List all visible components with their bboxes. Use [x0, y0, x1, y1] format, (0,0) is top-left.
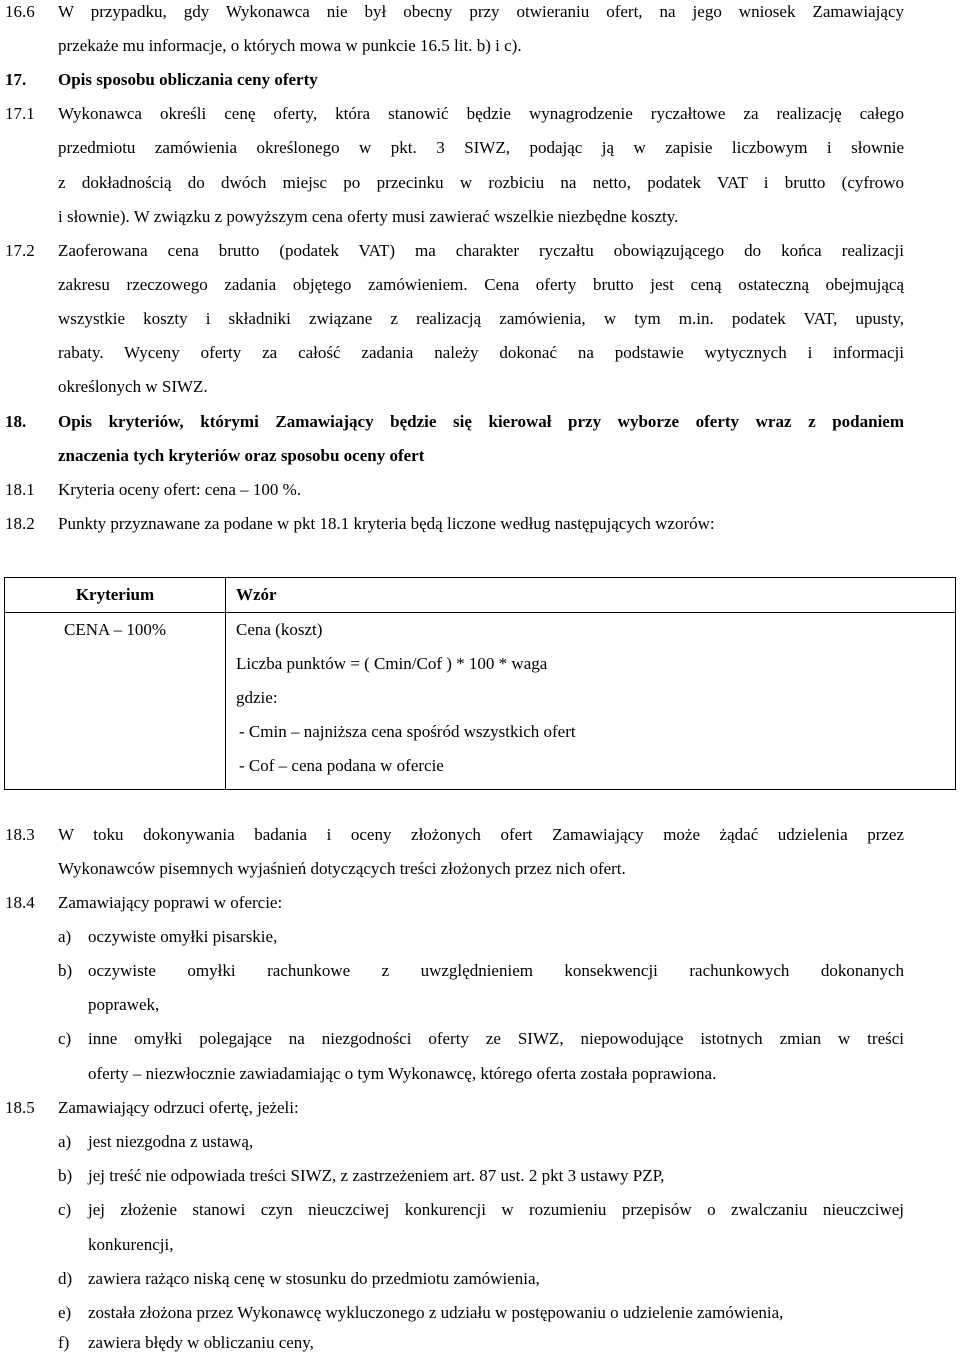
list-item: [0, 1296, 960, 1330]
table-header-cell: [226, 578, 956, 613]
list-item: [0, 1262, 960, 1296]
section-number: 18.4: [5, 893, 35, 912]
table-row: [5, 613, 956, 790]
para-17-2-line-3: [0, 302, 960, 336]
para-text: Zamawiający odrzuci ofertę, jeżeli:: [58, 1098, 299, 1117]
para-17-2-line-5: [0, 370, 960, 404]
list-item: [0, 954, 960, 988]
section-title: znaczenia tych kryteriów oraz sposobu oceny ofert: [58, 446, 425, 465]
para-17-1-line-2: [0, 131, 960, 165]
para-text: Zamawiający poprawi w ofercie:: [58, 893, 283, 912]
para-text: Wykonawca określi cenę oferty, która stanowić będzie wynagrodzenie ryczałtowe za realizację całego: [58, 104, 904, 123]
list-text: oczywiste omyłki rachunkowe z uwzględnieniem konsekwencji rachunkowych dokonanych: [88, 961, 904, 980]
para-18-3-line-1: [0, 818, 960, 852]
list-letter: b): [58, 961, 73, 980]
list-text: inne omyłki polegające na niezgodności oferty ze SIWZ, niepowodujące istotnych zmian w treści: [88, 1029, 904, 1048]
list-item: [0, 1326, 960, 1360]
list-item: [0, 1193, 960, 1227]
list-letter: d): [58, 1269, 73, 1288]
section-number: 18.5: [5, 1098, 35, 1117]
list-item-continuation: [0, 988, 960, 1022]
para-17-2-line-1: [0, 234, 960, 268]
criteria-table: [4, 577, 956, 790]
para-text: Punkty przyznawane za podane w pkt 18.1 kryteria będą liczone według następujących wzorów:: [58, 514, 715, 533]
para-text: W przypadku, gdy Wykonawca nie był obecny przy otwieraniu ofert, na jego wniosek Zamawiający: [58, 2, 904, 21]
list-text: oczywiste omyłki pisarskie,: [88, 927, 278, 946]
section-title: Opis sposobu obliczania ceny oferty: [58, 70, 318, 89]
list-letter: e): [58, 1303, 72, 1322]
table-header-row: [5, 578, 956, 613]
list-text: zawiera błędy w obliczaniu ceny,: [88, 1333, 314, 1352]
formula-line: Liczba punktów = ( Cmin/Cof ) * 100 * waga: [236, 654, 548, 673]
list-item: [0, 1022, 960, 1056]
para-text: z dokładnością do dwóch miejsc po przecinku w rozbiciu na netto, podatek VAT i brutto (cyfrowo: [58, 173, 904, 192]
para-18-1: [0, 473, 960, 507]
criterion-header: Kryterium: [75, 585, 155, 604]
list-text: konkurencji,: [88, 1235, 174, 1254]
table-cell: [226, 613, 956, 790]
list-text: poprawek,: [88, 995, 160, 1014]
formula-line: - Cmin – najniższa cena spośród wszystkich ofert: [239, 722, 576, 741]
list-text: jej złożenie stanowi czyn nieuczciwej konkurencji w rozumieniu przepisów o zwalczaniu nieuczciwej: [88, 1200, 904, 1219]
para-text: przedmiotu zamówienia określonego w pkt. 3 SIWZ, podając ją w zapisie liczbowym i słownie: [58, 138, 904, 157]
list-item: [0, 920, 960, 954]
section-number: 17.2: [5, 241, 35, 260]
para-16-6-line-1: [0, 0, 960, 29]
para-18-3-line-2: [0, 852, 960, 886]
para-17-1-line-4: [0, 200, 960, 234]
list-letter: c): [58, 1029, 72, 1048]
para-17-1-line-3: [0, 166, 960, 200]
table-header-cell: [5, 578, 226, 613]
list-text: zawiera rażąco niską cenę w stosunku do przedmiotu zamówienia,: [88, 1269, 540, 1288]
para-17-1-line-1: [0, 97, 960, 131]
para-text: rabaty. Wyceny oferty za całość zadania należy dokonać na podstawie wytycznych i informacji: [58, 343, 904, 362]
para-text: określonych w SIWZ.: [58, 377, 208, 396]
formula-header: Wzór: [236, 585, 277, 604]
section-number: 18.1: [5, 480, 35, 499]
list-letter: c): [58, 1200, 72, 1219]
para-text: Zaoferowana cena brutto (podatek VAT) ma charakter ryczałtu obowiązującego do końca realizacji: [58, 241, 904, 260]
section-18-heading-line-2: [0, 439, 960, 473]
formula-line: gdzie:: [236, 688, 278, 707]
para-text: zakresu rzeczowego zadania objętego zamówieniem. Cena oferty brutto jest ceną ostateczną obejmującą: [58, 275, 904, 294]
para-17-2-line-4: [0, 336, 960, 370]
section-number: 18.: [5, 412, 27, 431]
section-17-heading: [0, 63, 960, 97]
list-letter: b): [58, 1166, 73, 1185]
list-item: [0, 1159, 960, 1193]
section-number: 18.3: [5, 825, 35, 844]
list-letter: a): [58, 927, 72, 946]
list-text: została złożona przez Wykonawcę wykluczonego z udziału w postępowaniu o udzielenie zamówienia,: [88, 1303, 784, 1322]
para-18-5-intro: [0, 1091, 960, 1125]
criterion-value: CENA – 100%: [64, 620, 166, 639]
para-text: i słownie). W związku z powyższym cena oferty musi zawierać wszelkie niezbędne koszty.: [58, 207, 679, 226]
para-text: Kryteria oceny ofert: cena – 100 %.: [58, 480, 302, 499]
list-item: [0, 1125, 960, 1159]
list-letter: f): [58, 1333, 70, 1352]
list-text: jej treść nie odpowiada treści SIWZ, z zastrzeżeniem art. 87 ust. 2 pkt 3 ustawy PZP,: [88, 1166, 665, 1185]
list-item-continuation: [0, 1228, 960, 1262]
formula-line: Cena (koszt): [236, 620, 323, 639]
formula-line: - Cof – cena podana w ofercie: [239, 756, 444, 775]
table-cell: [5, 613, 226, 790]
section-number: 16.6: [5, 2, 35, 21]
section-18-heading-line-1: [0, 405, 960, 439]
list-text: jest niezgodna z ustawą,: [88, 1132, 254, 1151]
para-16-6-line-2: [0, 29, 960, 63]
section-number: 18.2: [5, 514, 35, 533]
para-18-2: [0, 507, 960, 541]
section-number: 17.1: [5, 104, 35, 123]
list-letter: a): [58, 1132, 72, 1151]
para-18-4-intro: [0, 886, 960, 920]
para-text: wszystkie koszty i składniki związane z realizacją zamówienia, w tym m.in. podatek VAT, upusty,: [58, 309, 904, 328]
para-text: Wykonawców pisemnych wyjaśnień dotyczących treści złożonych przez nich ofert.: [58, 859, 626, 878]
para-17-2-line-2: [0, 268, 960, 302]
para-text: W toku dokonywania badania i oceny złożonych ofert Zamawiający może żądać udzielenia przez: [58, 825, 904, 844]
para-text: przekaże mu informacje, o których mowa w punkcie 16.5 lit. b) i c).: [58, 36, 522, 55]
section-number: 17.: [5, 70, 27, 89]
section-title: Opis kryteriów, którymi Zamawiający będzie się kierował przy wyborze oferty wraz z podaniem: [58, 412, 904, 431]
list-item-continuation: [0, 1057, 960, 1091]
list-text: oferty – niezwłocznie zawiadamiając o tym Wykonawcę, którego oferta została poprawiona.: [88, 1064, 717, 1083]
